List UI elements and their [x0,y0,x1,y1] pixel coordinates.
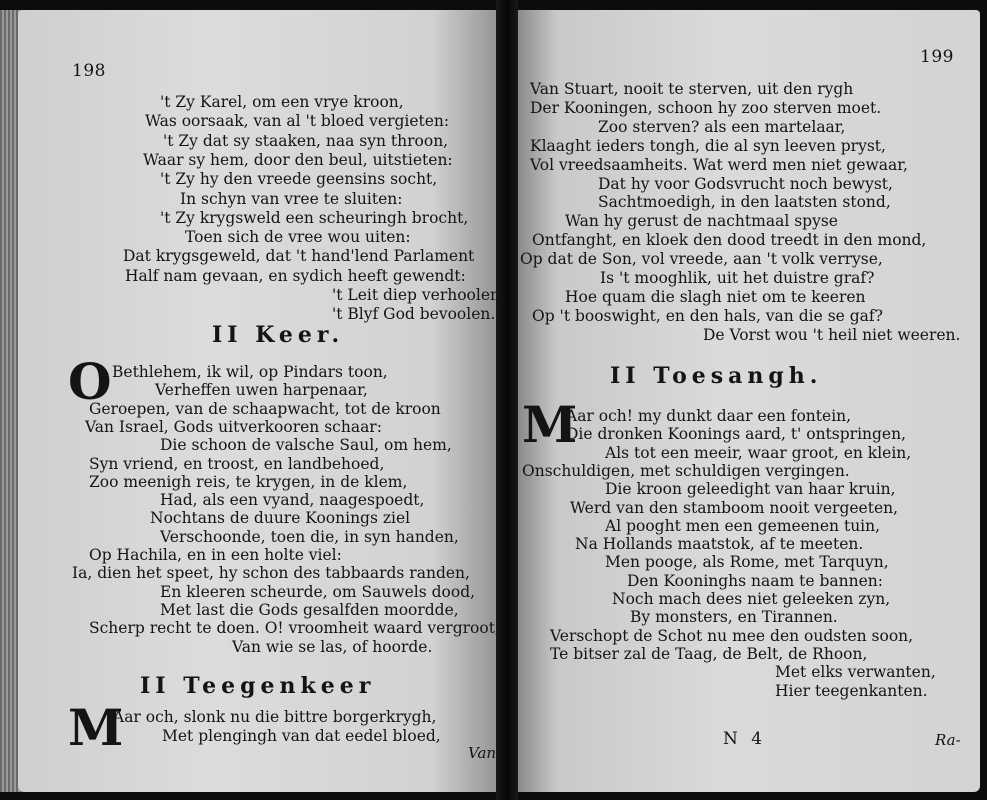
verse-line: Sachtmoedigh, in den laatsten stond, [598,193,891,212]
right-dropcap-m: M [522,395,578,454]
verse-line: Onschuldigen, met schuldigen vergingen. [522,461,850,480]
right-page-number: 199 [920,47,954,67]
verse-line: Te bitser zal de Taag, de Belt, de Rhoon, [550,644,868,663]
verse-line: Als tot een meeir, waar groot, en klein, [605,443,912,462]
verse-line: Geroepen, van de schaapwacht, tot de kroon [89,399,441,418]
verse-line: Waar sy hem, door den beul, uitstieten: [143,150,453,169]
verse-line: Na Hollands maatstok, af te meeten. [575,535,864,554]
verse-line: Op 't booswight, en den hals, van die se gaf? [532,306,883,325]
verse-line: Zoo meenigh reis, te krygen, in de klem, [89,472,408,491]
verse-line: Dat krygsgeweld, dat 't hand'lend Parlament [123,247,475,266]
book-gutter [496,0,518,800]
verse-line: Dat hy voor Godsvrucht noch bewyst, [598,174,893,193]
verse-line: En kleeren scheurde, om Sauwels dood, [160,582,476,601]
verse-line: Met elks verwanten, [775,663,936,682]
verse-line: Verschopt de Schot nu mee den oudsten soon, [550,626,914,645]
verse-line: 't Zy Karel, om een vrye kroon, [160,93,404,111]
verse-line: Van Stuart, nooit te sterven, uit den rygh [530,80,854,98]
verse-line: Ia, dien het speet, hy schon des tabbaards randen, [72,564,470,583]
verse-line: By monsters, en Tirannen. [630,608,838,627]
verse-line: Met plengingh van dat eedel bloed, [162,727,441,745]
left-dropcap-o: O [68,352,112,411]
verse-line: Hier teegenkanten. [775,681,928,700]
verse-line: Die kroon geleedight van haar kruin, [605,480,896,499]
verse-line: Op Hachila, en in een holte viel: [89,546,342,564]
verse-line: Noch mach dees niet geleeken zyn, [612,590,891,608]
verse-line: Verheffen uwen harpenaar, [155,381,368,400]
left-heading-teegenkeer: II Teegenkeer [140,673,376,699]
verse-line: Scherp recht te doen. O! vroomheit waard vergroot, [89,619,500,638]
verse-line: Met last die Gods gesalfden moordde, [160,600,459,619]
verse-line: Al pooght men een gemeenen tuin, [605,516,881,535]
verse-line: Nochtans de duure Koonings ziel [150,509,411,528]
verse-line: 't Blyf God bevoolen. [332,305,496,324]
verse-line: Aar och! my dunkt daar een fontein, [566,407,852,425]
verse-line: Syn vriend, en troost, en landbehoed, [89,454,385,473]
verse-line: Verschoonde, toen die, in syn handen, [160,527,459,546]
verse-line: Van wie se las, of hoorde. [232,637,433,656]
left-dropcap-m: M [68,698,124,757]
verse-line: In schyn van vree te sluiten: [180,189,403,208]
verse-line: 't Zy dat sy staaken, naa syn throon, [163,131,449,150]
verse-line: Was oorsaak, van al 't bloed vergieten: [145,112,450,131]
verse-line: Der Kooningen, schoon hy zoo sterven moet. [530,98,882,117]
verse-line: Die dronken Koonings aard, t' ontspringen, [566,425,907,444]
right-heading-toesangh: II Toesangh. [610,363,823,389]
left-catchword: Van [468,744,497,762]
signature-mark: N 4 [723,729,767,749]
verse-line: Half nam gevaan, en sydich heeft gewendt: [125,266,466,285]
verse-line: Ontfanght, en kloek den dood treedt in den mond, [532,231,927,250]
verse-line: Had, als een vyand, naagespoedt, [160,491,425,510]
verse-line: Werd van den stamboom nooit vergeeten, [570,498,899,517]
verse-line: Aar och, slonk nu die bittre borgerkrygh, [113,708,437,726]
verse-line: Van Israel, Gods uitverkooren schaar: [85,417,382,436]
verse-line: Is 't mooghlik, uit het duistre graf? [600,269,875,287]
verse-line: Zoo sterven? als een martelaar, [598,117,846,136]
verse-line: Wan hy gerust de nachtmaal spyse [565,212,838,231]
verse-line: Op dat de Son, vol vreede, aan 't volk verryse, [520,250,883,269]
right-catchword: Ra- [935,731,961,749]
verse-line: Men pooge, als Rome, met Tarquyn, [605,553,889,572]
verse-line: Bethlehem, ik wil, op Pindars toon, [112,363,388,381]
verse-line: 't Zy krygsweld een scheuringh brocht, [160,208,469,227]
verse-line: De Vorst wou 't heil niet weeren. [703,325,961,344]
verse-line: Toen sich de vree wou uiten: [185,228,411,247]
verse-line: Den Kooninghs naam te bannen: [627,571,883,590]
left-heading-keer: II Keer. [212,322,345,348]
verse-line: Vol vreedsaamheits. Wat werd men niet gewaar, [530,155,908,174]
verse-line: Die schoon de valsche Saul, om hem, [160,436,452,455]
verse-line: 't Zy hy den vreede geensins socht, [160,170,438,189]
verse-line: 't Leit diep verhoolen, [332,286,505,304]
verse-line: Klaaght ieders tongh, die al syn leeven pryst, [530,136,886,155]
left-page-number: 198 [72,61,106,81]
verse-line: Hoe quam die slagh niet om te keeren [565,287,866,306]
